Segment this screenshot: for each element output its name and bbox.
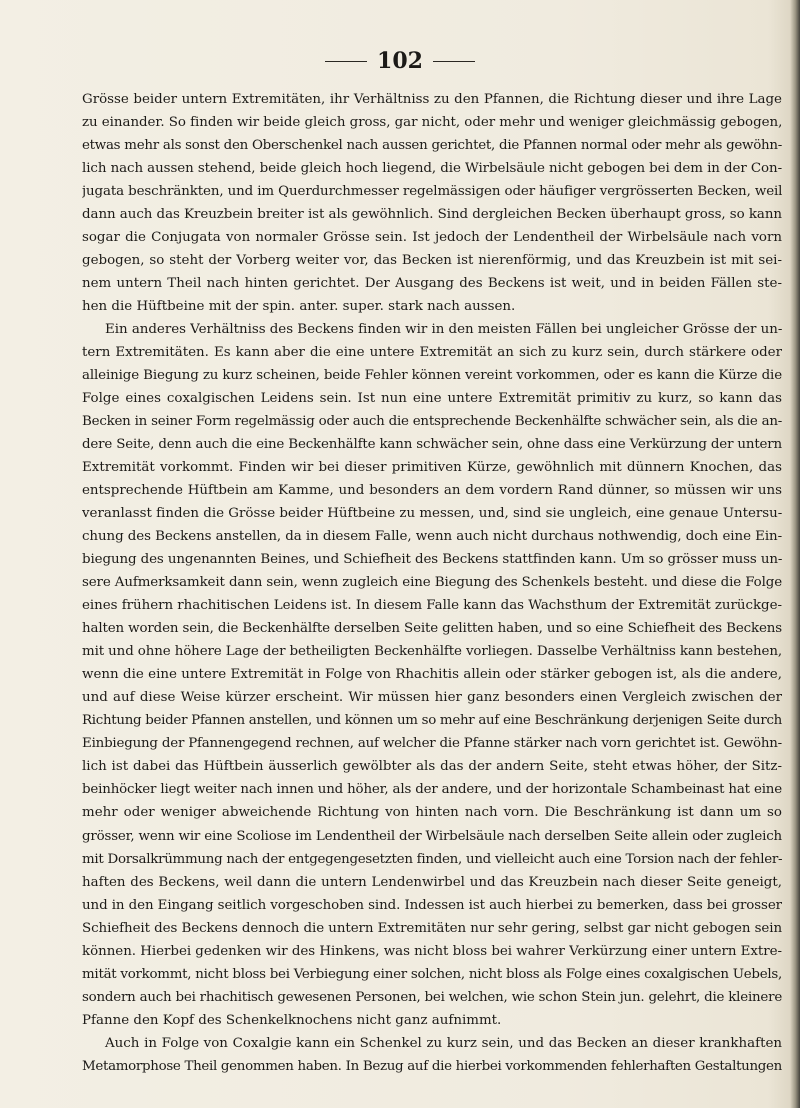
text-line: etwas mehr als sonst den Oberschenkel nach aussen gerichtet, die Pfannen normal oder mehr als gewöhn- [82, 138, 782, 154]
text-line: Pfanne den Kopf des Schenkelknochens nicht ganz aufnimmt. [82, 1012, 502, 1028]
text-line: hen die Hüftbeine mit der spin. anter. super. stark nach aussen. [82, 299, 516, 315]
text-line: mit und ohne höhere Lage der betheiligten Beckenhälfte vorliegen. Dasselbe Verhältniss kann bestehen, [82, 644, 782, 660]
text-line: Richtung beider Pfannen anstellen, und können um so mehr auf eine Beschränkung derjenigen Seite durch [82, 713, 782, 729]
text-line: Auch in Folge von Coxalgie kann ein Schenkel zu kurz sein, und das Becken an dieser krankhaften [105, 1035, 782, 1051]
text-line: sere Aufmerksamkeit dann sein, wenn zugleich eine Biegung des Schenkels besteht. und diese die Folge [82, 575, 782, 591]
text-line: dere Seite, denn auch die eine Beckenhälfte kann schwächer sein, ohne dass eine Verkürzung der untern [82, 437, 782, 453]
text-line: wenn die eine untere Extremität in Folge von Rhachitis allein oder stärker gebogen ist, als die andere, [82, 667, 782, 683]
text-line: Ein anderes Verhältniss des Beckens finden wir in den meisten Fällen bei ungleicher Grösse der un- [105, 322, 782, 338]
text-line: können. Hierbei gedenken wir des Hinkens, was nicht bloss bei wahrer Verkürzung einer untern Extre- [82, 943, 782, 959]
text-line: Grösse beider untern Extremitäten, ihr Verhältniss zu den Pfannen, die Richtung dieser und ihre Lage [82, 92, 782, 107]
paragraph [82, 318, 782, 1031]
text-line: halten worden sein, die Beckenhälfte derselben Seite gelitten haben, und so eine Schiefheit des Beckens [82, 621, 782, 637]
text-line: mehr oder weniger abweichende Richtung von hinten nach vorn. Die Beschränkung ist dann um so [82, 805, 782, 821]
text-line: eines frühern rhachitischen Leidens ist. In diesem Falle kann das Wachsthum der Extremität zurückge- [82, 598, 782, 614]
text-line: dann auch das Kreuzbein breiter ist als gewöhnlich. Sind dergleichen Becken überhaupt gross, so kann [82, 207, 782, 223]
text-line: alleinige Biegung zu kurz scheinen, beide Fehler können vereint vorkommen, oder es kann die Kürze die [82, 368, 782, 384]
text-line: grösser, wenn wir eine Scoliose im Lendentheil der Wirbelsäule nach derselben Seite allein oder zugleich [82, 828, 782, 844]
header-rule-right [433, 61, 475, 62]
text-line: sondern auch bei rhachitisch gewesenen Personen, bei welchen, wie schon Stein jun. gelehrt, die kleinere [82, 989, 782, 1005]
text-line: zu einander. So finden wir beide gleich gross, gar nicht, oder mehr und weniger gleichmässig gebogen, [82, 115, 782, 131]
text-line: lich ist dabei das Hüftbein äusserlich gewölbter als das der andern Seite, steht etwas höher, der Sitz- [82, 759, 782, 775]
text-line: Becken in seiner Form regelmässig oder auch die entsprechende Beckenhälfte schwächer sein, als die an- [82, 414, 782, 430]
text-line: jugata beschränkten, und im Querdurchmesser regelmässigen oder häufiger vergrösserten Becken, weil [82, 184, 782, 200]
text-line: und auf diese Weise kürzer erscheint. Wir müssen hier ganz besonders einen Vergleich zwischen der [82, 690, 782, 706]
text-line: beinhöcker liegt weiter nach innen und höher, als der andere, und der horizontale Schambeinast hat eine [82, 782, 782, 798]
text-line: nem untern Theil nach hinten gerichtet. Der Ausgang des Beckens ist weit, und in beiden Fällen ste- [82, 276, 782, 292]
page-header [0, 48, 800, 74]
page-edge-shadow [790, 0, 800, 1108]
body-text [82, 88, 782, 1078]
text-line: Extremität vorkommt. Finden wir bei dieser primitiven Kürze, gewöhnlich mit dünnern Knochen, das [82, 460, 782, 476]
text-line: gebogen, so steht der Vorberg weiter vor, das Becken ist nierenförmig, und das Kreuzbein ist mit sei- [82, 253, 782, 269]
text-line: Schiefheit des Beckens dennoch die untern Extremitäten nur sehr gering, selbst gar nicht gebogen sein [82, 920, 782, 936]
text-line: tern Extremitäten. Es kann aber die eine untere Extremität an sich zu kurz sein, durch stärkere oder [82, 345, 782, 361]
text-line: entsprechende Hüftbein am Kamme, und besonders an dem vordern Rand dünner, so müssen wir uns [82, 483, 782, 499]
text-line: mit Dorsalkrümmung nach der entgegengesetzten finden, und vielleicht auch eine Torsion nach der fehler- [82, 851, 782, 867]
text-line: Einbiegung der Pfannengegend rechnen, auf welcher die Pfanne stärker nach vorn gerichtet ist. Gewöhn- [82, 736, 782, 752]
header-rule-left [325, 61, 367, 62]
page-number: 102 [377, 48, 423, 74]
paragraph [82, 1032, 782, 1078]
text-line: mität vorkommt, nicht bloss bei Verbiegung einer solchen, nicht bloss als Folge eines coxalgischen Uebels, [82, 966, 782, 982]
text-line: Metamorphose Theil genommen haben. In Bezug auf die hierbei vorkommenden fehlerhaften Gestaltungen [82, 1058, 782, 1074]
text-line: Folge eines coxalgischen Leidens sein. Ist nun eine untere Extremität primitiv zu kurz, so kann das [82, 391, 782, 407]
text-line: sogar die Conjugata von normaler Grösse sein. Ist jedoch der Lendentheil der Wirbelsäule nach vorn [82, 230, 782, 246]
text-line: und in den Eingang seitlich vorgeschoben sind. Indessen ist auch hierbei zu bemerken, dass bei grosser [82, 897, 782, 913]
text-line: biegung des ungenannten Beines, und Schiefheit des Beckens stattfinden kann. Um so grösser muss un- [82, 552, 782, 568]
text-line: chung des Beckens anstellen, da in diesem Falle, wenn auch nicht durchaus nothwendig, doch eine Ein- [82, 529, 782, 545]
paragraph [82, 88, 782, 318]
text-line: veranlasst finden die Grösse beider Hüftbeine zu messen, und, sind sie ungleich, eine genaue Untersu- [82, 506, 782, 522]
text-line: haften des Beckens, weil dann die untern Lendenwirbel und das Kreuzbein nach dieser Seite geneigt, [82, 874, 782, 890]
text-line: lich nach aussen stehend, beide gleich hoch liegend, die Wirbelsäule nicht gebogen bei dem in der Con- [82, 161, 782, 177]
